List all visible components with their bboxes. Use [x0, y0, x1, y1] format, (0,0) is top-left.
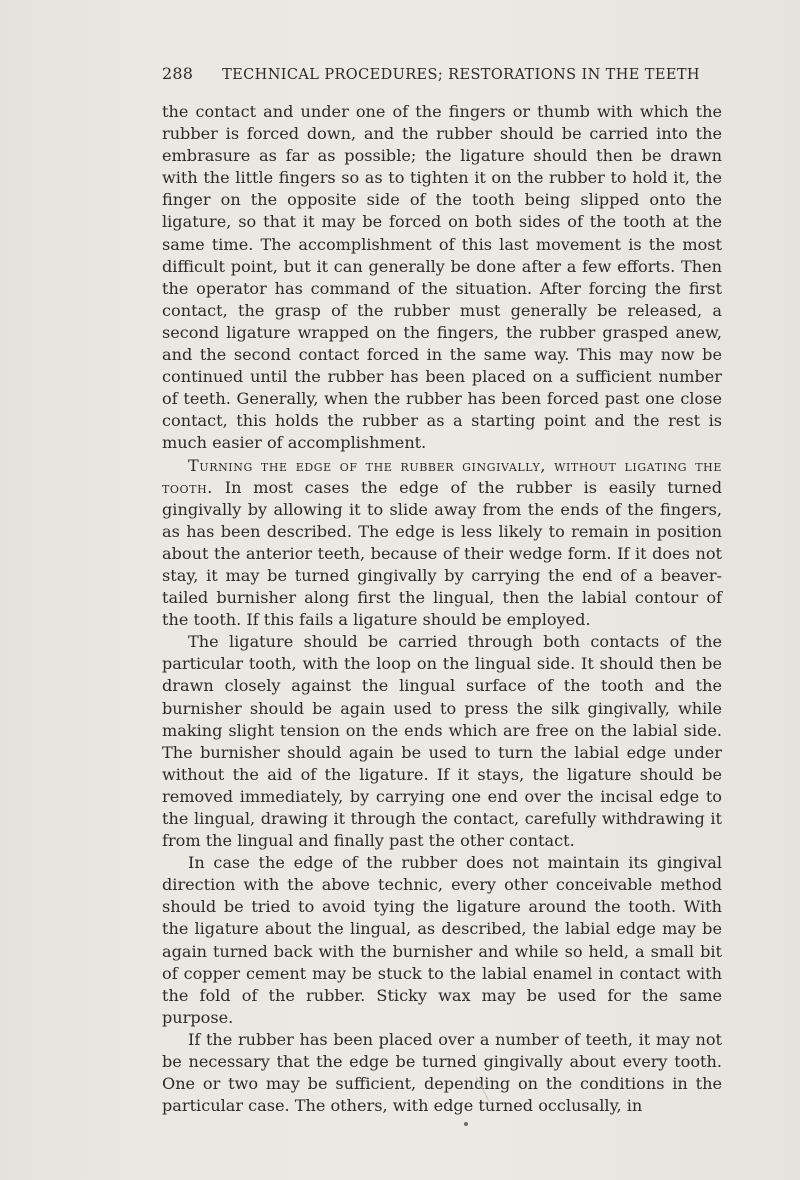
paragraph-ligature	[162, 631, 722, 852]
paragraph-text: In case the edge of the rubber does not maintain its gingival direction with the above technic, every other conceivable method should be tried to avoid tying the ligature around the tooth. With the ligature about the lingual, as described, the labial edge may be again turned back with the burnisher and while so held, a small bit of copper cement may be stuck to the labial enamel in contact with the fold of the rubber. Sticky wax may be used for the same purpose.	[162, 853, 722, 1027]
paper-speck	[464, 1122, 468, 1126]
running-head-title: TECHNICAL PROCEDURES; RESTORATIONS IN THE TEETH	[222, 67, 700, 83]
paragraph-gingival-direction	[162, 852, 722, 1029]
paragraph-text: If the rubber has been placed over a number of teeth, it may not be necessary that the edge be turned gingivally about every tooth. One or two may be sufficient, depending on the conditions in the particular case. The others, with edge turned occlusally, in	[162, 1029, 722, 1116]
paragraph-number-of-teeth	[162, 1029, 722, 1117]
body-text	[162, 101, 722, 1117]
paragraph-text: The ligature should be carried through both contacts of the particular tooth, with the loop on the lingual side. It should then be drawn closely against the lingual surface of the tooth and the burnisher should be again used to press the silk gingivally, while making slight tension on the ends which are free on the labial side. The burnisher should again be used to turn the labial edge under without the aid of the ligature. If it stays, the ligature should be removed immediately, by carrying one end over the incisal edge to the lingual, drawing it through the contact, carefully withdrawing it from the lingual and finally past the other contact.	[162, 632, 722, 851]
paragraph-text: the contact and under one of the fingers or thumb with which the rubber is forced down, and the rubber should be carried into the embrasure as far as possible; the ligature should then be drawn with the little fingers so as to tighten it on the rubber to hold it, the finger on the opposite side of the tooth being slipped onto the ligature, so that it may be forced on both sides of the tooth at the same time. The accomplishment of this last movement is the most difficult point, but it can generally be done after a few efforts. Then the operator has command of the situation. After forcing the first contact, the grasp of the rubber must generally be released, a second ligature wrapped on the fingers, the rubber grasped anew, and the second contact forced in the same way. This may now be continued until the rubber has been placed on a sufficient number of teeth. Generally, when the rubber has been forced past one close contact, this holds the rubber as a starting point and the rest is much easier of accomplishment.	[162, 102, 722, 453]
running-head	[162, 64, 722, 86]
section-heading: Turning the edge of the rubber gingivally, without ligating the tooth.	[162, 455, 722, 497]
paragraph-continuation	[162, 101, 722, 455]
page-number: 288	[162, 64, 194, 83]
paragraph-section-turning-edge	[162, 455, 722, 632]
paragraph-text: In most cases the edge of the rubber is easily turned gingivally by allowing it to slide away from the ends of the fingers, as has been described. The edge is less likely to remain in position about the anterior teeth, because of their wedge form. If it does not stay, it may be turned gingivally by carrying the end of a beaver-tailed burnisher along first the lingual, then the labial contour of the tooth. If this fails a ligature should be employed.	[162, 477, 722, 630]
